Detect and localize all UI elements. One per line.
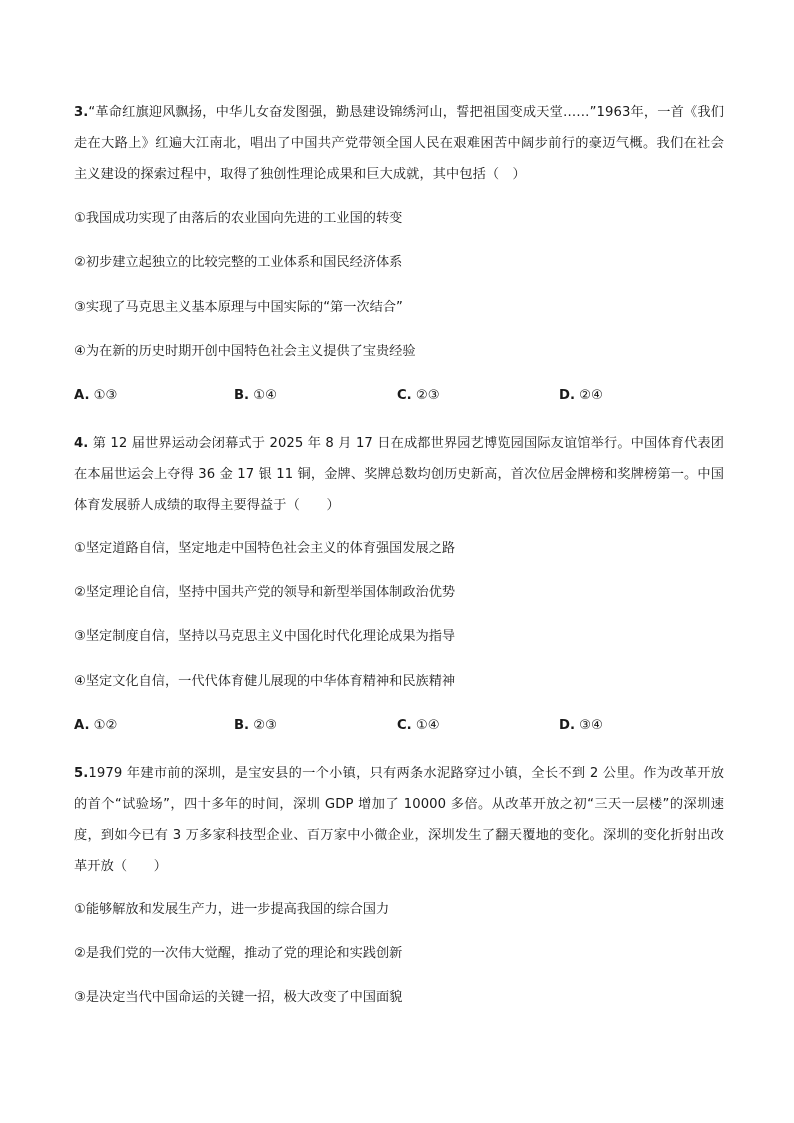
question-4-choice-b[interactable]: B. ②③: [234, 718, 277, 733]
question-4-statement-4: ④坚定文化自信，一代代体育健儿展现的中华体育精神和民族精神: [74, 674, 456, 689]
question-3-statement-4: ④为在新的历史时期开创中国特色社会主义提供了宝贵经验: [74, 344, 416, 359]
question-4-statement-1: ①坚定道路自信，坚定地走中国特色社会主义的体育强国发展之路: [74, 541, 456, 556]
question-4-number: 4.: [74, 436, 89, 451]
question-3-stem: [74, 97, 724, 190]
question-4-stem: [74, 428, 724, 521]
question-4-choice-a[interactable]: A. ①②: [74, 718, 118, 733]
question-3-choice-b[interactable]: B. ①④: [234, 388, 277, 403]
question-5-statement-3: ③是决定当代中国命运的关键一招，极大改变了中国面貌: [74, 990, 403, 1005]
question-3-statement-2: ②初步建立起独立的比较完整的工业体系和国民经济体系: [74, 255, 403, 270]
question-4-choice-c[interactable]: C. ①④: [397, 718, 440, 733]
question-5-stem: [74, 758, 724, 882]
question-3-choice-a[interactable]: A. ①③: [74, 388, 118, 403]
question-3-number: 3.: [74, 105, 89, 120]
question-4-choice-d[interactable]: D. ③④: [559, 718, 603, 733]
question-3-choices: [74, 386, 724, 406]
question-3-statement-3: ③实现了马克思主义基本原理与中国实际的“第一次结合”: [74, 300, 403, 315]
question-4-text: 第 12 届世界运动会闭幕式于 2025 年 8 月 17 日在成都世界园艺博览园国际友谊馆举行。中国体育代表团在本届世运会上夺得 36 金 17 银 11 铜，金牌、奖牌总数均创历史新高，首次位居金牌榜和奖牌榜第一。中国体育发展骄人成绩的取得主要得益于（ ）: [74, 436, 724, 513]
question-3-choice-d[interactable]: D. ②④: [559, 388, 603, 403]
question-4-statement-3: ③坚定制度自信，坚持以马克思主义中国化时代化理论成果为指导: [74, 629, 456, 644]
question-4-choices: [74, 716, 724, 736]
question-3-text: “革命红旗迎风飘扬，中华儿女奋发图强，勤恳建设锦绣河山，誓把祖国变成天堂……”1963年，一首《我们走在大路上》红遍大江南北，唱出了中国共产党带领全国人民在艰难困苦中阔步前行的豪迈气概。我们在社会主义建设的探索过程中，取得了独创性理论成果和巨大成就，其中包括（ ）: [74, 105, 724, 182]
question-5-number: 5.: [74, 766, 89, 781]
question-5-statement-2: ②是我们党的一次伟大觉醒，推动了党的理论和实践创新: [74, 946, 403, 961]
question-4-statement-2: ②坚定理论自信，坚持中国共产党的领导和新型举国体制政治优势: [74, 585, 456, 600]
question-3-statement-1: ①我国成功实现了由落后的农业国向先进的工业国的转变: [74, 211, 403, 226]
question-3-choice-c[interactable]: C. ②③: [397, 388, 440, 403]
question-5-text: 1979 年建市前的深圳，是宝安县的一个小镇，只有两条水泥路穿过小镇，全长不到 2 公里。作为改革开放的首个“试验场”，四十多年的时间，深圳 GDP 增加了 10000 多倍。从改革开放之初“三天一层楼”的深圳速度，到如今已有 3 万多家科技型企业、百万家中小微企业，深圳发生了翻天覆地的变化。深圳的变化折射出改革开放（ ）: [74, 766, 724, 874]
question-5-statement-1: ①能够解放和发展生产力，进一步提高我国的综合国力: [74, 902, 390, 917]
